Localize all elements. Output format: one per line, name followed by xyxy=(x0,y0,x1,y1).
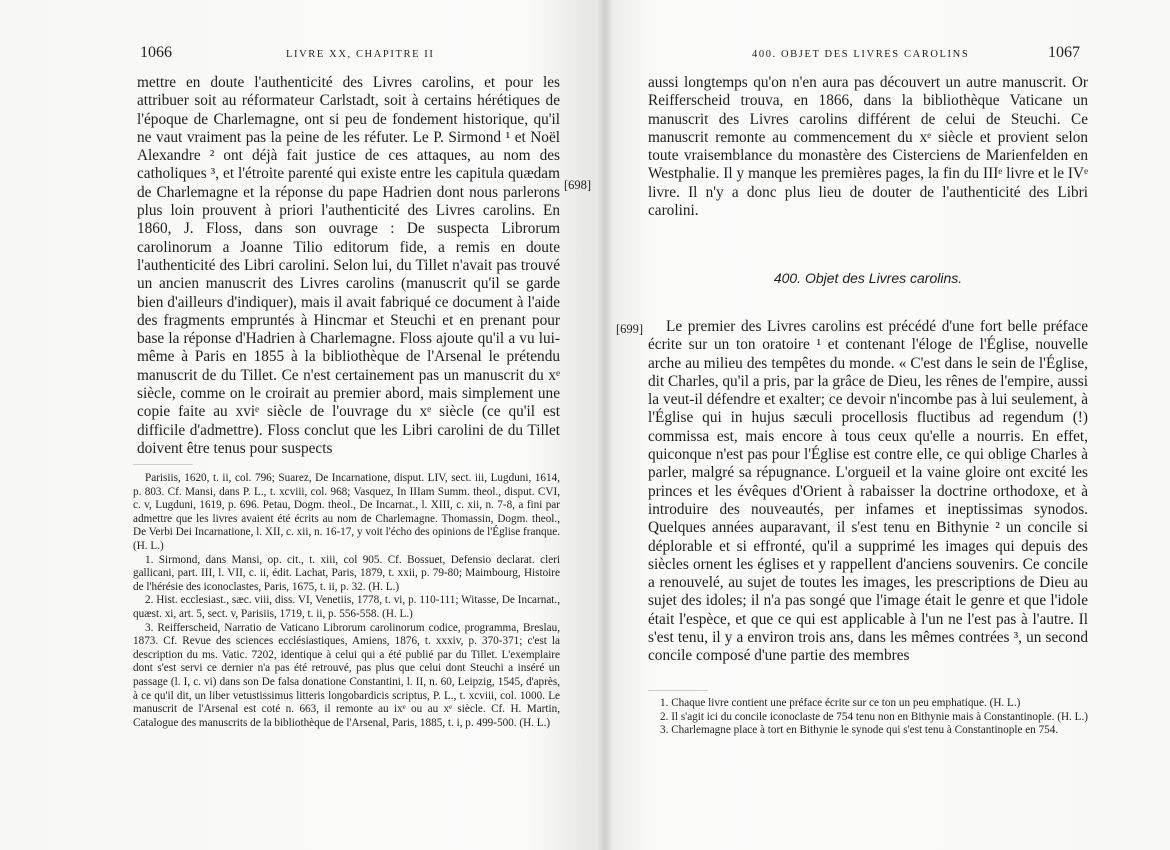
left-footnote-2: 2. Hist. ecclesiast., sæc. viii, diss. VI, Venetiis, 1778, t. vi, p. 110-111; Witasse, De Incarnat., quæst. xi, art. 5, sect. v, Parisiis, 1719, t. ii, p. 556-558. (H. L.) xyxy=(133,594,560,620)
right-footnote-separator xyxy=(648,690,708,691)
left-body-text xyxy=(137,74,560,458)
book-gutter xyxy=(598,0,612,850)
right-margin-mark: [699] xyxy=(616,322,644,336)
right-footnote-1: 1. Chaque livre contient une préface écrite sur ce ton un peu emphatique. (H. L.) xyxy=(660,697,1021,709)
left-page-number: 1066 xyxy=(140,44,172,61)
left-running-title: LIVRE XX, CHAPITRE II xyxy=(286,49,435,60)
section-title: 400. Objet des Livres carolins. xyxy=(773,270,963,286)
right-running-head xyxy=(612,44,1170,68)
left-footnote-3: 3. Reifferscheid, Narratio de Vaticano Librorum carolinorum codice, programma, Breslau, 1873. Cf. Revue des sciences ecclésiastiques, Amiens, 1876, t. xxxiv, p. 370-371; c'est la description du ms. Vatic. 7202, identique à celui qui a été publié par du Tillet. L'exemplaire dont s'est servi ce dernier n'a pas été retrouvé, pas plus que celui dont Steuchi a inséré un passage (l. I, c. vi) dans son De falsa donatione Constantini, l. II, n. 60, Leipzig, 1545, d'après, à ce qu'il dit, un liber vetustissimus litteris longobardicis scriptus, P. L., t. xcviii, col. 1000. Le manuscrit de l'Arsenal est coté n. 663, il remonte au ixᵉ ou au xᵉ siècle. Cf. H. Martin, Catalogue des manuscrits de la bibliothèque de l'Arsenal, Paris, 1885, t. i, p. 499-500. (H. L.) xyxy=(133,621,560,729)
right-body-paragraph-top: aussi longtemps qu'on n'en aura pas découvert un autre manuscrit. Or Reifferscheid trouva, en 1866, dans la bibliothèque Vaticane un manuscrit des Livres carolins différent de celui de Steuchi. Ce manuscrit remonte au commencement du xᵉ siècle et provient selon toute vraisemblance du monastère des Cisterciens de Marienfelden en Westphalie. Il y manque les premières pages, la fin du IIIᵉ livre et le IVᵉ livre. Il n'y a donc plus lieu de douter de l'authenticité des Libri carolini. xyxy=(648,74,1088,220)
right-footnote-3: 3. Charlemagne place à tort en Bithynie le synode qui s'est tenu à Constantinople en 754. xyxy=(660,724,1059,737)
left-footnotes xyxy=(133,472,560,730)
left-footnote-separator xyxy=(133,464,193,465)
left-margin-mark: [698] xyxy=(564,178,592,192)
left-body-paragraph: mettre en doute l'authenticité des Livres carolins, et pour les attribuer soit au réformateur Carlstadt, soit à certains hérétiques de l'époque de Charlemagne, ont si peu de fondement historique, qu'il ne vaut vraiment pas la peine de les réfuter. Le P. Sirmond ¹ et Noël Alexandre ² ont déjà fait justice de ces attaques, au nom des catholiques ³, et l'étroite parenté qui existe entre les capitula quædam de Charlemagne et la réponse du pape Hadrien dont nous parlerons plus loin prouvent à priori l'authenticité des Livres carolins. En 1860, J. Floss, dans son ouvrage : De suspecta Librorum carolinorum a Joanne Tilio editorum fide, a remis en doute l'authenticité des Libri carolini. Selon lui, du Tillet n'avait pas trouvé un ancien manuscrit des Livres carolins (manuscrit qu'il se garde bien d'ailleurs d'indiquer), mais il avait fabriqué ce document à l'aide des fragments empruntés à Hincmar et Steuchi et en prenant pour base la réponse d'Hadrien à Charlemagne. Floss ajoute qu'il a vu lui-même à Paris en 1855 à la bibliothèque de l'Arsenal le prétendu manuscrit de du Tillet. Ce n'est certainement pas un manuscrit du xᵉ siècle, comme on le croirait au premier abord, mais simplement une copie faite au xviᵉ siècle de l'ouvrage du xᵉ siècle (ce qu'il est difficile d'admettre). Floss conclut que les Libri carolini de du Tillet doivent être tenus pour suspects xyxy=(137,74,560,457)
right-footnotes xyxy=(648,697,1088,738)
right-body-top xyxy=(648,74,1088,220)
left-running-head xyxy=(0,44,600,68)
right-page-number: 1067 xyxy=(1048,44,1080,61)
left-footnote-cont: Parisiis, 1620, t. ii, col. 796; Suarez, De Incarnatione, disput. LIV, sect. iii, Lugduni, 1614, p. 803. Cf. Mansi, dans P. L., t. xcviii, col. 968; Vasquez, In IIIam Summ. theol., disput. CVI, c. v, Lugduni, 1619, p. 696. Petau, Dogm. theol., De Incarnat., l. XIII, c. xii, n. 7-8, a fini par admettre que les livres avaient été écrits au nom de Charlemagne. Thomassin, Dogm. theol., De Verbi Dei Incarnatione, l. XII, c. xii, n. 16-17, y voit l'écho des opinions de l'Église franque. (H. L.) xyxy=(133,472,560,552)
right-body-paragraph-section: Le premier des Livres carolins est précédé d'une fort belle préface écrite sur un ton oratoire ¹ et contenant l'éloge de l'Église, nouvelle arche au milieu des tempêtes du monde. « C'est dans le sein de l'Église, dit Charles, qu'il a pris, par la grâce de Dieu, les rênes de l'empire, aussi la veut-il défendre et exalter; ce devoir n'incombe pas à lui seulement, à l'Église qui in hujus sæculi procellosis fluctibus ad regendum (!) commissa est, mais encore à tous ceux qu'elle a nourris. En effet, quiconque n'est pas pour l'Église est contre elle, ce qui oblige Charles à parler, malgré sa répugnance. L'orgueil et la vaine gloire ont excité les princes et les évêques d'Orient à rabaisser la doctrine orthodoxe, et à introduire des nouveautés, per infames et ineptissimas synodos. Quelques années auparavant, il s'est tenu en Bithynie ² un concile si déplorable et si effronté, qu'il a supprimé les images qui depuis des siècles ornent les églises et y rappellent d'anciens souvenirs. Ce concile a renouvelé, au sujet de toutes les images, les prescriptions de Dieu au sujet des idoles; il n'a pas songé que l'image était le genre et que l'idole était l'espèce, et que ce qui est applicable à l'un ne l'est pas à l'autre. Il s'est tenu, il y a environ trois ans, dans les mêmes contrées ³, un second concile composé d'une partie des membres xyxy=(648,318,1088,665)
right-page xyxy=(612,0,1170,850)
right-running-title: 400. OBJET DES LIVRES CAROLINS xyxy=(752,49,970,60)
left-footnote-1: 1. Sirmond, dans Mansi, op. cit., t. xiii, col 905. Cf. Bossuet, Defensio declarat. cleri gallicani, part. III, l. VII, c. ii, édit. Lachat, Paris, 1879, t. xxii, p. 79-80; Maimbourg, Histoire de l'hérésie des iconoclastes, Paris, 1675, t. ii, p. 32. (H. L.) xyxy=(133,553,560,593)
right-footnote-2: 2. Il s'agit ici du concile iconoclaste de 754 tenu non en Bithynie mais à Constantinople. (H. L.) xyxy=(660,710,1088,723)
right-body-section xyxy=(648,318,1088,666)
